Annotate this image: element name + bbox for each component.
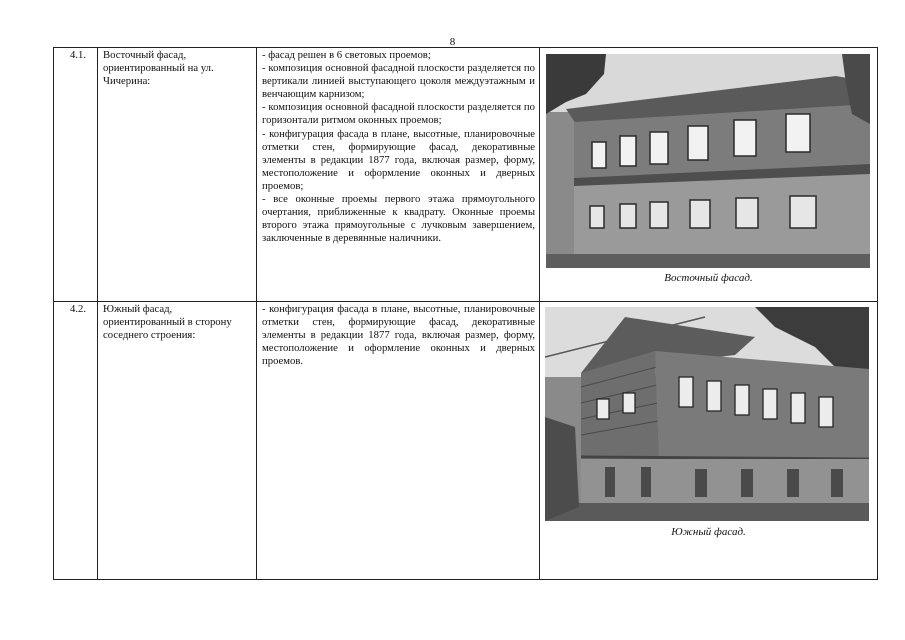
- photo-caption: Южный фасад.: [671, 526, 746, 538]
- facade-name-cell: [98, 48, 257, 302]
- photo-cell: [540, 48, 878, 302]
- description-item: - композиция основной фасадной плоскости разделяется по вертикали линией выступающего цоколя междуэтажным и венчающим карнизом;: [262, 62, 535, 101]
- photo-cell: [540, 302, 878, 580]
- row-number-cell: [54, 48, 98, 302]
- row-number-cell: [54, 302, 98, 580]
- south-facade-image: [545, 307, 869, 521]
- description-item: - все оконные проемы первого этажа прямоугольного очертания, приближенные к квадрату. Оконные проемы второго этажа прямоугольные с лучковым завершением, заключенные в деревянные наличники.: [262, 193, 535, 245]
- description-item: - конфигурация фасада в плане, высотные, планировочные отметки стен, формирующие фасад, декоративные элементы в редакции 1877 года, включая размер, форму, местоположение и оформление оконных и дверных проемов.: [262, 303, 535, 368]
- facade-description-cell: [257, 302, 540, 580]
- page-number: 8: [449, 36, 456, 48]
- photo-caption: Восточный фасад.: [664, 272, 753, 284]
- south-facade-photo: [545, 307, 869, 521]
- table-row: [54, 302, 878, 580]
- east-facade-image: [546, 54, 870, 268]
- row-number: 4.1.: [70, 49, 87, 61]
- east-facade-photo: [546, 54, 870, 268]
- description-item: - конфигурация фасада в плане, высотные, планировочные отметки стен, формирующие фасад, декоративные элементы в редакции 1877 года, включая размер, форму, местоположение и оформление оконных и дверных проемов;: [262, 127, 535, 192]
- description-item: - композиция основной фасадной плоскости разделяется по горизонтали ритмом оконных проемов;: [262, 101, 535, 127]
- facade-name: Восточный фасад, ориентированный на ул. Чичерина:: [103, 49, 214, 88]
- row-number: 4.2.: [70, 303, 87, 315]
- facade-name: Южный фасад, ориентированный в сторону соседнего строения:: [103, 303, 232, 342]
- facade-name-cell: [98, 302, 257, 580]
- facade-description-cell: [257, 48, 540, 302]
- description-item: - фасад решен в 6 световых проемов;: [262, 49, 431, 61]
- monument-subject-table: [53, 47, 878, 580]
- table-row: [54, 48, 878, 302]
